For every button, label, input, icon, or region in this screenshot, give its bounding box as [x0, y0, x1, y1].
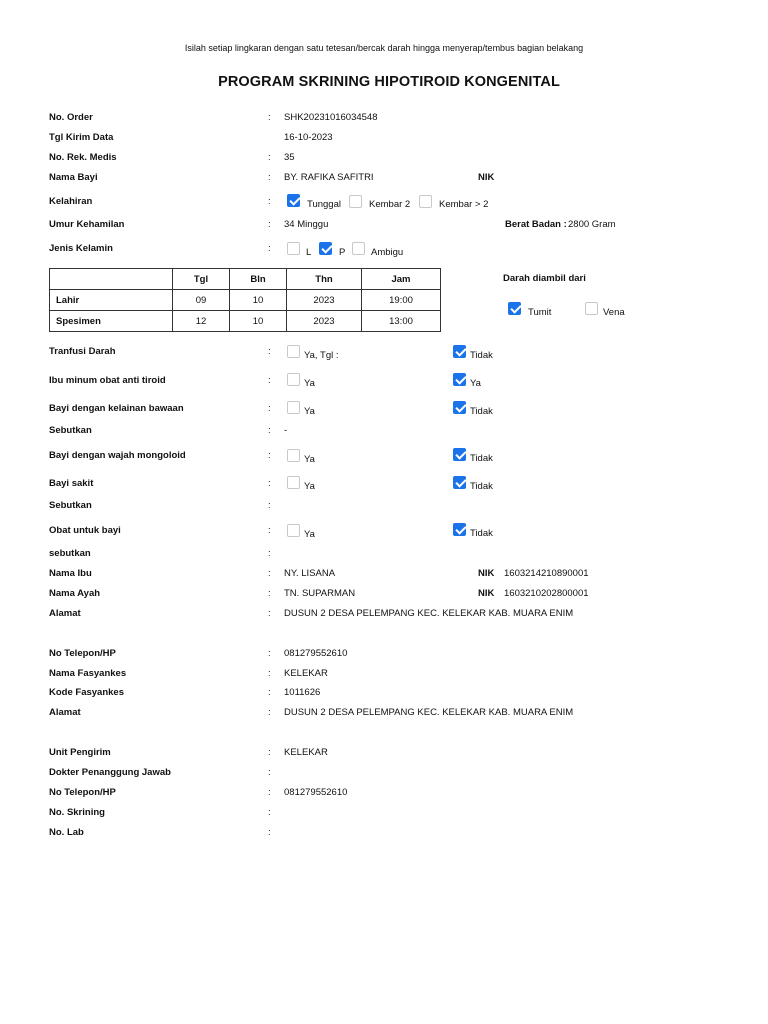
transfusi-ya-label: Ya, Tgl :: [304, 350, 339, 361]
obat-ya-label: Ya: [304, 529, 315, 540]
sebutkan-value: -: [284, 425, 288, 436]
colon: :: [268, 375, 271, 386]
rek-medis-value: 35: [284, 152, 295, 163]
nama-bayi-value: BY. RAFIKA SAFITRI: [284, 172, 374, 183]
table-cell: 2023: [287, 311, 362, 332]
darah-label: Darah diambil dari: [503, 273, 586, 284]
checkbox-obat-tidak[interactable]: [453, 523, 466, 536]
mongoloid-ya-label: Ya: [304, 454, 315, 465]
transfusi-tidak-label: Tidak: [470, 350, 493, 361]
table-cell: 10: [230, 311, 287, 332]
nama-ayah-value: TN. SUPARMAN: [284, 588, 356, 599]
l-label: L: [306, 247, 312, 258]
colon: :: [268, 747, 271, 758]
tgl-kirim-value: 16-10-2023: [284, 132, 333, 143]
sakit-ya-label: Ya: [304, 481, 315, 492]
order-value: SHK20231016034548: [284, 112, 378, 123]
skrining-label: No. Skrining: [49, 807, 105, 818]
date-table: [49, 268, 441, 332]
colon: :: [268, 588, 271, 599]
table-row: [50, 311, 441, 332]
table-row: [50, 290, 441, 311]
table-cell: 12: [173, 311, 230, 332]
colon: :: [268, 478, 271, 489]
table-header-cell: [50, 269, 173, 290]
anti-tiroid-second-label: Ya: [470, 378, 481, 389]
telepon-value: 081279552610: [284, 787, 348, 798]
kelahiran-label: Kelahiran: [49, 196, 93, 207]
table-cell: 13:00: [362, 311, 441, 332]
kembar-2-label: Kembar 2: [369, 199, 411, 210]
telepon-label: No Telepon/HP: [49, 787, 116, 798]
telepon-label: No Telepon/HP: [49, 648, 116, 659]
page-title: PROGRAM SKRINING HIPOTIROID KONGENITAL: [218, 74, 560, 90]
colon: :: [268, 648, 271, 659]
checkbox-tumit[interactable]: [508, 302, 521, 315]
colon: :: [268, 112, 271, 123]
ambigu-label: Ambigu: [371, 247, 404, 258]
checkbox-anti-tiroid-ya[interactable]: [287, 373, 300, 386]
alamat-value: DUSUN 2 DESA PELEMPANG KEC. KELEKAR KAB. MUARA ENIM: [284, 608, 574, 619]
kelainan-tidak-label: Tidak: [470, 406, 493, 417]
checkbox-l[interactable]: [287, 242, 300, 255]
colon: :: [268, 807, 271, 818]
colon: :: [268, 668, 271, 679]
umur-value: 34 Minggu: [284, 219, 329, 230]
colon: :: [268, 525, 271, 536]
mongoloid-tidak-label: Tidak: [470, 453, 493, 464]
checkbox-transfusi-tidak[interactable]: [453, 345, 466, 358]
checkbox-kelainan-ya[interactable]: [287, 401, 300, 414]
unit-pengirim-value: KELEKAR: [284, 747, 328, 758]
mongoloid-label: Bayi dengan wajah mongoloid: [49, 450, 186, 461]
nik-ibu-value: 1603214210890001: [504, 568, 589, 579]
tumit-label: Tumit: [528, 307, 552, 318]
colon: :: [268, 548, 271, 559]
unit-pengirim-label: Unit Pengirim: [49, 747, 111, 758]
checkbox-obat-ya[interactable]: [287, 524, 300, 537]
tgl-kirim-label: Tgl Kirim Data: [49, 132, 114, 143]
obat-label: Obat untuk bayi: [49, 525, 121, 536]
checkbox-mongoloid-tidak[interactable]: [453, 448, 466, 461]
nik-ayah-value: 1603210202800001: [504, 588, 589, 599]
table-header-cell: Thn: [287, 269, 362, 290]
anti-tiroid-label: Ibu minum obat anti tiroid: [49, 375, 166, 386]
colon: :: [268, 500, 271, 511]
colon: :: [268, 172, 271, 183]
tunggal-label: Tunggal: [307, 199, 341, 210]
checkbox-p[interactable]: [319, 242, 332, 255]
fasyankes-label: Nama Fasyankes: [49, 668, 127, 679]
table-header-cell: Bln: [230, 269, 287, 290]
nama-ibu-value: NY. LISANA: [284, 568, 336, 579]
sakit-tidak-label: Tidak: [470, 481, 493, 492]
table-header-cell: Tgl: [173, 269, 230, 290]
colon: :: [268, 219, 271, 230]
nik-ayah-label: NIK: [478, 588, 495, 599]
order-label: No. Order: [49, 112, 93, 123]
colon: :: [268, 767, 271, 778]
obat-tidak-label: Tidak: [470, 528, 493, 539]
table-cell: Spesimen: [50, 311, 173, 332]
berat-label: Berat Badan :: [505, 219, 567, 230]
checkbox-ambigu[interactable]: [352, 242, 365, 255]
colon: :: [268, 425, 271, 436]
colon: :: [268, 196, 271, 207]
rek-medis-label: No. Rek. Medis: [49, 152, 117, 163]
checkbox-sakit-tidak[interactable]: [453, 476, 466, 489]
checkbox-kembar-2[interactable]: [349, 195, 362, 208]
alamat-label: Alamat: [49, 608, 81, 619]
telepon-value: 081279552610: [284, 648, 348, 659]
table-header-row: [50, 269, 441, 290]
kelainan-ya-label: Ya: [304, 406, 315, 417]
nama-ibu-label: Nama Ibu: [49, 568, 92, 579]
kode-fasyankes-label: Kode Fasyankes: [49, 687, 124, 698]
colon: :: [268, 450, 271, 461]
checkbox-sakit-ya[interactable]: [287, 476, 300, 489]
vena-label: Vena: [603, 307, 625, 318]
sebutkan-label: Sebutkan: [49, 425, 92, 436]
sebutkan-label: Sebutkan: [49, 500, 92, 511]
checkbox-tunggal[interactable]: [287, 194, 300, 207]
kode-fasyankes-value: 1011626: [284, 687, 321, 698]
kembar-lebih-2-label: Kembar > 2: [439, 199, 489, 210]
colon: :: [268, 707, 271, 718]
colon: :: [268, 568, 271, 579]
table-cell: 2023: [287, 290, 362, 311]
transfusi-label: Tranfusi Darah: [49, 346, 116, 357]
umur-label: Umur Kehamilan: [49, 219, 125, 230]
nik-ibu-label: NIK: [478, 568, 495, 579]
checkbox-kembar-lebih-2[interactable]: [419, 195, 432, 208]
alamat-label: Alamat: [49, 707, 81, 718]
kelamin-label: Jenis Kelamin: [49, 243, 113, 254]
colon: :: [268, 243, 271, 254]
colon: :: [268, 687, 271, 698]
sakit-label: Bayi sakit: [49, 478, 94, 489]
table-header-cell: Jam: [362, 269, 441, 290]
instruction-note: Isilah setiap lingkaran dengan satu tetesan/bercak darah hingga menyerap/tembus bagian belakang: [184, 43, 584, 53]
p-label: P: [339, 247, 346, 258]
colon: :: [268, 152, 271, 163]
table-cell: 19:00: [362, 290, 441, 311]
colon: :: [268, 608, 271, 619]
checkbox-mongoloid-ya[interactable]: [287, 449, 300, 462]
anti-tiroid-ya-label: Ya: [304, 378, 315, 389]
checkbox-kelainan-tidak[interactable]: [453, 401, 466, 414]
berat-value: 2800 Gram: [568, 219, 616, 230]
lab-label: No. Lab: [49, 827, 84, 838]
table-cell: 09: [173, 290, 230, 311]
sebutkan-label: sebutkan: [49, 548, 91, 559]
nama-ayah-label: Nama Ayah: [49, 588, 101, 599]
checkbox-anti-tiroid-second[interactable]: [453, 373, 466, 386]
table-cell: Lahir: [50, 290, 173, 311]
dokter-label: Dokter Penanggung Jawab: [49, 767, 171, 778]
kelainan-label: Bayi dengan kelainan bawaan: [49, 403, 184, 414]
nik-bayi-label: NIK: [478, 172, 495, 183]
table-cell: 10: [230, 290, 287, 311]
colon: :: [268, 787, 271, 798]
checkbox-transfusi-ya[interactable]: [287, 345, 300, 358]
colon: :: [268, 346, 271, 357]
checkbox-vena[interactable]: [585, 302, 598, 315]
alamat-value: DUSUN 2 DESA PELEMPANG KEC. KELEKAR KAB. MUARA ENIM: [284, 707, 574, 718]
colon: :: [268, 827, 271, 838]
fasyankes-value: KELEKAR: [284, 668, 328, 679]
colon: :: [268, 403, 271, 414]
nama-bayi-label: Nama Bayi: [49, 172, 98, 183]
